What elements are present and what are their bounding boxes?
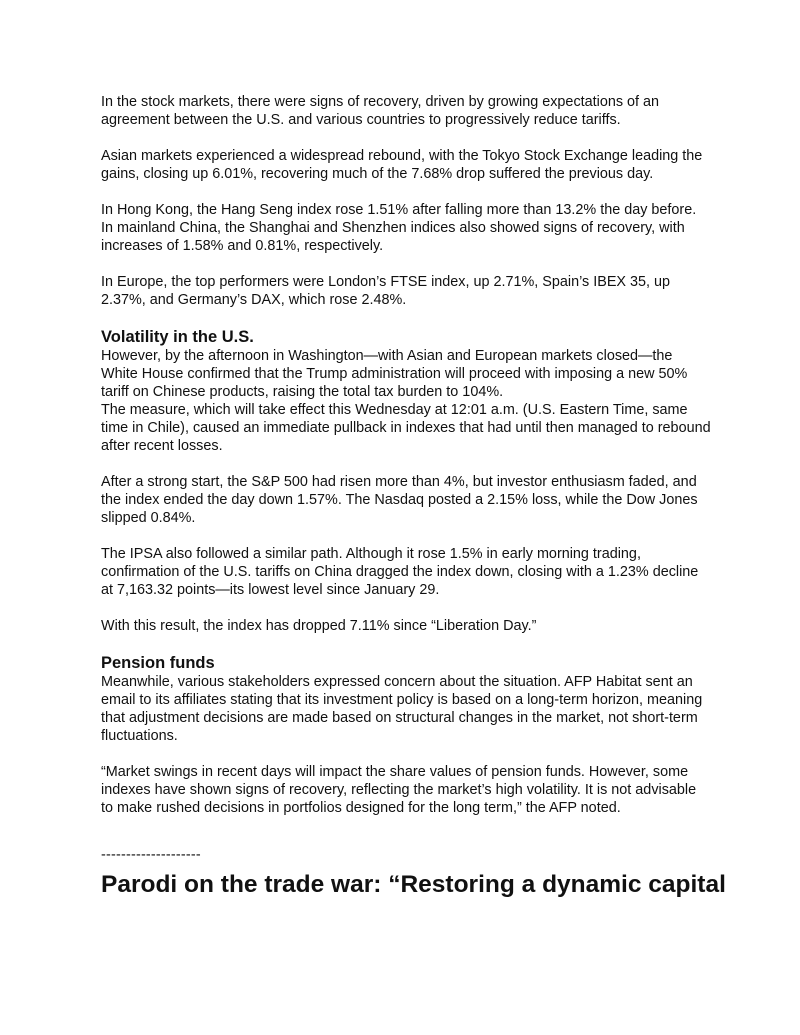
paragraph-afp-quote: “Market swings in recent days will impact the share values of pension funds. However, some indexes have shown signs of recovery, reflecting the market’s high volatility. It is not advisable to make rushed decisions in portfolios designed for the long term,” the AFP noted.	[101, 764, 697, 816]
document-page	[101, 93, 726, 900]
paragraph-stock-markets: In the stock markets, there were signs of recovery, driven by growing expectations of an agreement between the U.S. and various countries to progressively reduce tariffs.	[101, 94, 660, 128]
paragraph-europe: In Europe, the top performers were London’s FTSE index, up 2.71%, Spain’s IBEX 35, up 2.37%, and Germany’s DAX, which rose 2.48%.	[101, 274, 671, 308]
text-divider: --------------------	[101, 847, 201, 863]
paragraph-afp-habitat: Meanwhile, various stakeholders expressed concern about the situation. AFP Habitat sent an email to its affiliates stating that its investment policy is based on a long-term horizon, meaning that adjustment decisions are made based on structural changes in the market, not short-term fluctuations.	[101, 674, 703, 744]
paragraph-hong-kong: In Hong Kong, the Hang Seng index rose 1.51% after falling more than 13.2% the day before. In mainland China, the Shanghai and Shenzhen indices also showed signs of recovery, with increases of 1.58% and 0.81%, respectively.	[101, 202, 697, 254]
paragraph-ipsa: The IPSA also followed a similar path. Although it rose 1.5% in early morning trading, confirmation of the U.S. tariffs on China dragged the index down, closing with a 1.23% decline at 7,163.32 points—its lowest level since January 29.	[101, 546, 699, 598]
paragraph-measure: The measure, which will take effect this Wednesday at 12:01 a.m. (U.S. Eastern Time, same time in Chile), caused an immediate pullback in indexes that had until then managed to rebound after recent losses.	[101, 402, 711, 454]
paragraph-liberation-day: With this result, the index has dropped 7.11% since “Liberation Day.”	[101, 618, 537, 634]
section-heading-volatility: Volatility in the U.S.	[101, 328, 254, 346]
paragraph-white-house: However, by the afternoon in Washington—with Asian and European markets closed—the White House confirmed that the Trump administration will proceed with imposing a new 50% tariff on Chinese products, raising the total tax burden to 104%.	[101, 348, 688, 400]
paragraph-asian-markets: Asian markets experienced a widespread rebound, with the Tokyo Stock Exchange leading the gains, closing up 6.01%, recovering much of the 7.68% drop suffered the previous day.	[101, 148, 703, 182]
next-article-headline: Parodi on the trade war: “Restoring a dynamic capital	[101, 871, 726, 898]
section-heading-pension-funds: Pension funds	[101, 654, 215, 672]
paragraph-sp500: After a strong start, the S&P 500 had risen more than 4%, but investor enthusiasm faded, and the index ended the day down 1.57%. The Nasdaq posted a 2.15% loss, while the Dow Jones slipped 0.84%.	[101, 474, 698, 526]
